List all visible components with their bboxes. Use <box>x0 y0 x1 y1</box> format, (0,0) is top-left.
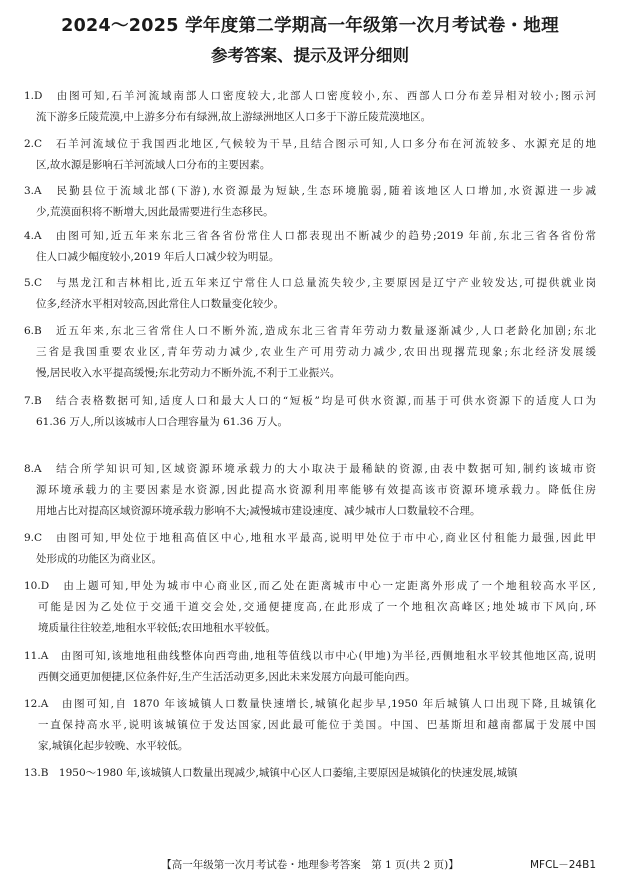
answer-item <box>24 763 596 784</box>
answer-line: 源环境承载力的主要因素是水资源,因此提高水资源利用率能够有效提高该市资源环境承载力。降低住房 <box>36 484 596 496</box>
answer-line: 境质量往往较差,地租水平较低;农田地租水平较低。 <box>38 622 276 634</box>
answer-item <box>24 321 596 384</box>
page-footer: 【高一年级第一次月考试卷・地理参考答案 第 1 页(共 2 页)】 <box>161 859 459 871</box>
answer-line: 3.A 民勤县位于流域北部(下游),水资源最为短缺,生态环境脆弱,随着该地区人口增加,水资源进一步减 <box>24 185 596 197</box>
answer-item <box>24 134 596 176</box>
answer-line: 位多,经济水平相对较高,因此常住人口数量变化较少。 <box>36 298 285 310</box>
answer-line: 4.A 由图可知,近五年来东北三省各省份常住人口都表现出不断减少的趋势;2019 年前,东北三省各省份常 <box>24 230 596 242</box>
answer-line: 流下游多丘陵荒漠,中上游多分布有绿洲,故上游绿洲地区人口多于下游丘陵荒漠地区。 <box>36 111 432 123</box>
answer-line: 少,荒漠面积将不断增大,因此最需要进行生态移民。 <box>36 206 274 218</box>
answer-line: 6.B 近五年来,东北三省常住人口不断外流,造成东北三省青年劳动力数量逐渐减少,人口老龄化加剧;东北 <box>24 325 596 337</box>
answer-item <box>24 694 596 757</box>
answer-line: 区,故水源是影响石羊河流域人口分布的主要因素。 <box>36 159 271 171</box>
document-code: MFCL－24B1 <box>529 859 596 871</box>
answer-line: 住人口减少幅度较小,2019 年后人口减少较为明显。 <box>36 251 280 263</box>
answer-line: 9.C 由图可知,甲处位于地租高值区中心,地租水平最高,说明甲处位于市中心,商业区付租能力最强,因此甲 <box>24 532 596 544</box>
answer-line: 61.36 万人,所以该城市人口合理容量为 61.36 万人。 <box>36 416 288 428</box>
answer-item <box>24 646 596 688</box>
answer-line: 西侧交通更加便捷,区位条件好,生产生活活动更多,因此未来发展方向最可能向西。 <box>38 671 416 683</box>
answer-item <box>24 576 596 639</box>
answer-line: 慢,居民收入水平提高缓慢;东北劳动力不断外流,不利于工业振兴。 <box>36 367 341 379</box>
answer-item <box>24 226 596 268</box>
answer-line: 家,城镇化起步较晚、水平较低。 <box>38 740 189 752</box>
answer-line: 1.D 由图可知,石羊河流域南部人口密度较大,北部人口密度较小,东、西部人口分布差异相对较小;图示河 <box>24 90 596 102</box>
answer-line: 11.A 由图可知,该地地租曲线整体向西弯曲,地租等值线以市中心(甲地)为半径,西侧地租水平较其他地区高,说明 <box>24 650 596 662</box>
answer-line: 可能是因为乙处位于交通干道交会处,交通便捷度高,在此形成了一个地租次高峰区;地处城市下风向,环 <box>38 601 596 613</box>
answer-line: 一直保持高水平,说明该城镇位于发达国家,因此最可能位于美国。中国、巴基斯坦和越南都属于发展中国 <box>38 719 596 731</box>
answer-line: 用地占比对提高区域资源环境承载力影响不大;减慢城市建设速度、减少城市人口数量较不合理。 <box>36 505 481 517</box>
answer-item <box>24 459 596 522</box>
answer-line: 处形成的功能区为商业区。 <box>36 553 162 565</box>
answer-line: 5.C 与黑龙江和吉林相比,近五年来辽宁常住人口总量流失较少,主要原因是辽宁产业较发达,可提供就业岗 <box>24 277 596 289</box>
page-subtitle: 参考答案、提示及评分细则 <box>211 46 409 65</box>
answer-line: 2.C 石羊河流域位于我国西北地区,气候较为干旱,且结合图示可知,人口多分布在河流较多、水源充足的地 <box>24 138 596 150</box>
answer-line: 8.A 结合所学知识可知,区域资源环境承载力的大小取决于最稀缺的资源,由表中数据可知,制约该城市资 <box>24 463 596 475</box>
answer-item <box>24 273 596 315</box>
answer-line: 12.A 由图可知,自 1870 年该城镇人口数量快速增长,城镇化起步早,1950 年后城镇人口出现下降,且城镇化 <box>24 698 596 710</box>
answer-line: 三省是我国重要农业区,青年劳动力减少,农业生产可用劳动力减少,农田出现撂荒现象;东北经济发展缓 <box>36 346 596 358</box>
answer-line: 10.D 由上题可知,甲处为城市中心商业区,而乙处在距离城市中心一定距离外形成了一个地租较高水平区, <box>24 580 596 592</box>
answer-item <box>24 528 596 570</box>
page-title: 2024～2025 学年度第二学期高一年级第一次月考试卷・地理 <box>61 16 559 36</box>
answer-item <box>24 86 596 128</box>
answer-item <box>24 391 596 433</box>
answer-line: 7.B 结合表格数据可知,适度人口和最大人口的“短板”均是可供水资源,而基于可供水资源下的适度人口为 <box>24 395 596 407</box>
answer-line: 13.B 1950～1980 年,该城镇人口数量出现减少,城镇中心区人口萎缩,主要原因是城镇化的快速发展,城镇 <box>24 767 518 779</box>
answer-item <box>24 181 596 223</box>
